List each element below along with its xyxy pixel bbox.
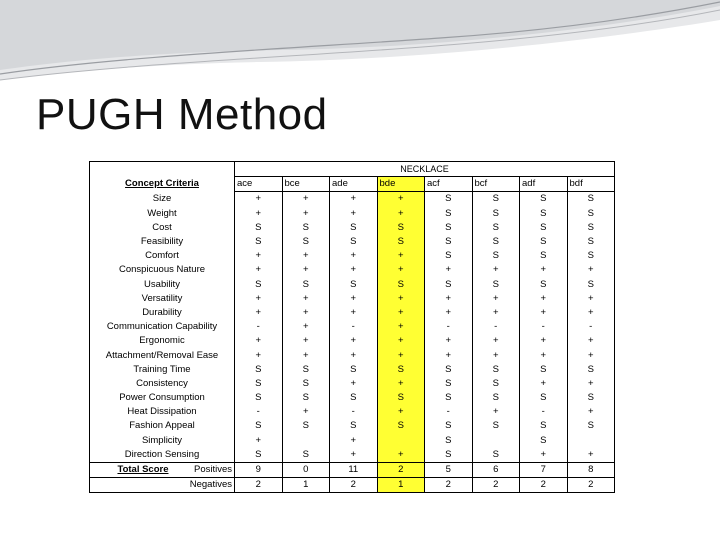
score-cell: - [330,320,378,334]
score-cell: S [377,419,425,433]
slide-title: PUGH Method [36,90,328,139]
positives-value: 7 [520,462,568,477]
score-cell: + [330,249,378,263]
score-cell: + [235,306,283,320]
table-row [90,377,615,391]
score-cell: - [472,320,520,334]
score-cell: + [282,405,330,419]
score-cell: S [472,207,520,221]
table-row [90,419,615,433]
criterion-label: Consistency [90,377,235,391]
criterion-label: Power Consumption [90,391,235,405]
criterion-label: Conspicuous Nature [90,263,235,277]
score-cell: + [282,207,330,221]
score-cell: S [520,278,568,292]
positives-value: 8 [567,462,615,477]
score-cell: + [330,292,378,306]
positives-value: 9 [235,462,283,477]
table-row [90,221,615,235]
negatives-value: 2 [425,478,473,493]
score-cell: + [282,263,330,277]
score-cell: + [472,405,520,419]
concept-header-ace: ace [235,177,283,192]
score-cell: S [425,278,473,292]
positives-value: 2 [377,462,425,477]
score-cell: + [377,348,425,362]
score-cell: S [425,391,473,405]
concept-header-bcf: bcf [472,177,520,192]
positives-label: Positives [193,464,232,476]
score-cell: + [282,192,330,207]
table-row [90,278,615,292]
table-row [90,363,615,377]
table-row [90,249,615,263]
score-cell: + [567,348,615,362]
total-negatives-row [90,478,615,493]
score-cell: S [377,278,425,292]
score-cell: + [377,249,425,263]
score-cell: S [472,419,520,433]
score-cell: S [235,278,283,292]
group-label: NECKLACE [235,162,615,177]
score-cell: + [235,192,283,207]
score-cell: S [567,419,615,433]
criterion-label: Versatility [90,292,235,306]
score-cell: + [377,306,425,320]
criterion-label: Communication Capability [90,320,235,334]
criterion-label: Cost [90,221,235,235]
score-cell: + [377,292,425,306]
score-cell: S [282,363,330,377]
score-cell: S [472,235,520,249]
score-cell: + [377,207,425,221]
score-cell: + [472,306,520,320]
score-cell: + [520,292,568,306]
total-positives-row [90,462,615,477]
score-cell: S [377,235,425,249]
score-cell: S [567,192,615,207]
criterion-label: Feasibility [90,235,235,249]
score-cell: S [520,419,568,433]
score-cell: S [520,235,568,249]
header-wave-decoration [0,0,720,90]
score-cell: + [282,292,330,306]
score-cell: + [235,263,283,277]
score-cell: S [472,391,520,405]
score-cell [282,434,330,448]
score-cell: S [567,221,615,235]
score-cell: + [282,249,330,263]
table-row [90,391,615,405]
score-cell: S [235,377,283,391]
score-cell: S [330,419,378,433]
table-row [90,263,615,277]
table-row [90,434,615,448]
score-cell: S [472,192,520,207]
score-cell: - [235,320,283,334]
score-cell: + [425,334,473,348]
total-score-label [90,462,235,477]
score-cell: + [567,377,615,391]
score-cell: S [472,278,520,292]
negatives-value: 2 [567,478,615,493]
score-cell [377,434,425,448]
table-row [90,235,615,249]
score-cell: + [567,405,615,419]
score-cell: + [567,306,615,320]
score-cell: S [425,207,473,221]
score-cell: + [282,348,330,362]
score-cell: + [567,448,615,463]
criterion-label: Heat Dissipation [90,405,235,419]
score-cell: S [235,391,283,405]
positives-value: 6 [472,462,520,477]
score-cell: S [330,391,378,405]
criterion-label: Usability [90,278,235,292]
score-cell: S [282,221,330,235]
score-cell: + [235,292,283,306]
criterion-label: Fashion Appeal [90,419,235,433]
score-cell: + [330,377,378,391]
criteria-header: Concept Criteria [90,177,235,192]
negatives-value: 2 [520,478,568,493]
score-cell: S [520,434,568,448]
criterion-label: Comfort [90,249,235,263]
score-cell: + [520,377,568,391]
table-row [90,292,615,306]
score-cell: S [235,221,283,235]
positives-value: 5 [425,462,473,477]
score-cell: + [235,334,283,348]
score-cell: S [520,192,568,207]
score-cell: S [567,249,615,263]
score-cell: S [425,363,473,377]
score-cell: S [330,235,378,249]
criterion-label: Size [90,192,235,207]
negatives-value: 2 [235,478,283,493]
score-cell: + [377,192,425,207]
negatives-value: 2 [472,478,520,493]
score-cell: S [425,377,473,391]
table-row [90,334,615,348]
score-cell [567,434,615,448]
score-cell: + [425,306,473,320]
score-cell: + [330,192,378,207]
score-cell: + [377,320,425,334]
score-cell: - [425,320,473,334]
score-cell: S [377,221,425,235]
score-cell: + [330,207,378,221]
score-cell: S [425,221,473,235]
score-cell: S [235,448,283,463]
concept-header-acf: acf [425,177,473,192]
criterion-label: Simplicity [90,434,235,448]
criterion-label: Direction Sensing [90,448,235,463]
score-cell: S [282,419,330,433]
negatives-value: 1 [377,478,425,493]
score-cell: S [282,235,330,249]
score-cell: - [330,405,378,419]
score-cell: S [425,448,473,463]
total-score-text: Total Score [117,464,169,476]
score-cell: S [472,377,520,391]
score-cell: + [472,334,520,348]
score-cell: + [520,348,568,362]
score-cell: + [282,320,330,334]
pugh-matrix-table [89,161,615,493]
concept-header-bde: bde [377,177,425,192]
score-cell: S [282,391,330,405]
score-cell: S [330,221,378,235]
table-row [90,405,615,419]
criteria-header-blank [90,162,235,177]
score-cell: S [425,235,473,249]
score-cell: + [472,292,520,306]
score-cell: S [282,278,330,292]
score-cell: + [235,249,283,263]
concept-header-ade: ade [330,177,378,192]
score-cell: + [472,263,520,277]
score-cell: - [567,320,615,334]
score-cell: - [520,320,568,334]
score-cell: S [472,221,520,235]
table-row [90,448,615,463]
score-cell: S [330,363,378,377]
score-cell: S [425,434,473,448]
score-cell: + [520,334,568,348]
table-row [90,207,615,221]
score-cell: S [472,249,520,263]
score-cell: - [425,405,473,419]
score-cell: + [282,306,330,320]
score-cell: S [282,448,330,463]
criterion-label: Attachment/Removal Ease [90,348,235,362]
criterion-label: Weight [90,207,235,221]
score-cell: + [472,348,520,362]
score-cell: + [567,292,615,306]
concept-header-bdf: bdf [567,177,615,192]
score-cell: + [425,292,473,306]
score-cell: S [567,235,615,249]
score-cell: + [520,306,568,320]
score-cell: S [377,391,425,405]
score-cell: S [330,278,378,292]
score-cell: + [425,263,473,277]
table-row [90,320,615,334]
score-cell: S [235,363,283,377]
score-cell: S [520,391,568,405]
score-cell: + [377,448,425,463]
score-cell: + [330,306,378,320]
table-row [90,192,615,207]
score-cell: S [282,377,330,391]
score-cell [472,434,520,448]
score-cell: + [235,348,283,362]
score-cell: + [567,263,615,277]
score-cell: S [567,278,615,292]
score-cell: S [425,249,473,263]
criterion-label: Training Time [90,363,235,377]
score-cell: S [520,363,568,377]
score-cell: + [520,263,568,277]
positives-value: 11 [330,462,378,477]
score-cell: + [282,334,330,348]
score-cell: S [235,419,283,433]
score-cell: S [567,391,615,405]
negatives-value: 1 [282,478,330,493]
score-cell: S [377,363,425,377]
negatives-value: 2 [330,478,378,493]
score-cell: + [330,334,378,348]
criterion-label: Durability [90,306,235,320]
score-cell: + [330,263,378,277]
table-row [90,177,615,192]
positives-value: 0 [282,462,330,477]
criterion-label: Ergonomic [90,334,235,348]
table-row [90,162,615,177]
score-cell: S [425,419,473,433]
table-row [90,306,615,320]
score-cell: + [330,448,378,463]
score-cell: S [520,249,568,263]
score-cell: + [377,334,425,348]
score-cell: + [235,207,283,221]
score-cell: + [425,348,473,362]
concept-header-bce: bce [282,177,330,192]
score-cell: S [520,221,568,235]
score-cell: + [235,434,283,448]
concept-header-adf: adf [520,177,568,192]
score-cell: S [235,235,283,249]
score-cell: S [520,207,568,221]
score-cell: + [377,377,425,391]
score-cell: - [520,405,568,419]
score-cell: S [472,448,520,463]
score-cell: + [377,405,425,419]
score-cell: - [235,405,283,419]
score-cell: S [472,363,520,377]
score-cell: + [377,263,425,277]
score-cell: S [425,192,473,207]
score-cell: + [330,348,378,362]
score-cell: + [330,434,378,448]
score-cell: + [567,334,615,348]
score-cell: S [567,363,615,377]
score-cell: + [520,448,568,463]
score-cell: S [567,207,615,221]
negatives-label: Negatives [90,478,235,493]
table-row [90,348,615,362]
